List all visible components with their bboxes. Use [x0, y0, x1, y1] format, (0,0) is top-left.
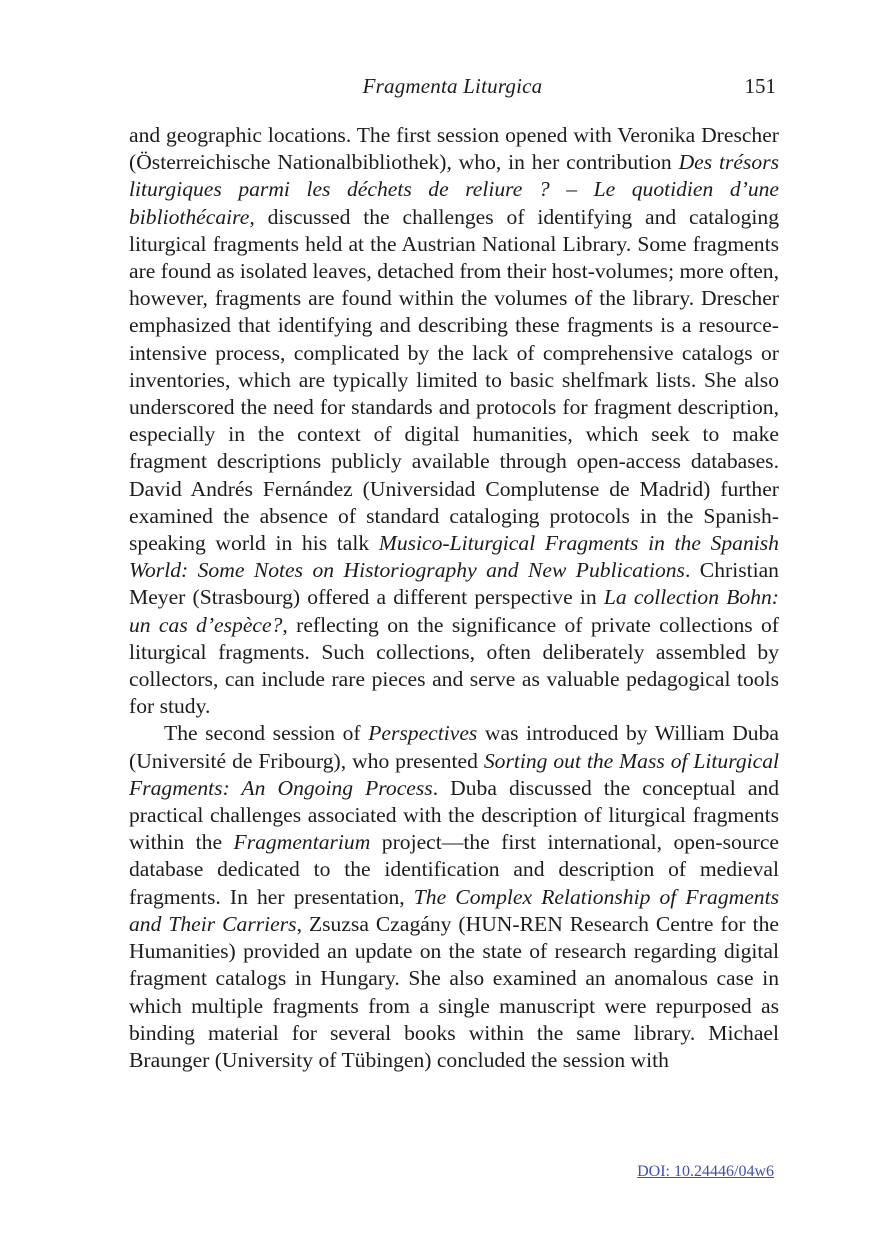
doi-link[interactable]: DOI: 10.24446/04w6	[637, 1163, 774, 1180]
paragraph-1-text-1: and geographic locations. The first session opened with Veronika Drescher (Österreichische Nationalbibliothek), who, in her contribution	[129, 123, 779, 175]
paragraph-1-title-2: Musico-Liturgical Fragments in the Spanish World: Some Notes on Historiography and New Publications	[129, 531, 779, 583]
paragraph-2	[129, 720, 779, 1074]
paragraph-2-text-4: project—the first international, open-source database dedicated to the identification and description of medieval fragments. In her presentation,	[129, 830, 779, 909]
body-text	[129, 122, 779, 1074]
paragraph-1-text-2: discussed the challenges of identifying and cataloging liturgical fragments held at the Austrian National Library. Some fragments are found as isolated leaves, detached from their host-volumes; more often, however, fragments are found within the volumes of the library. Drescher emphasized that identifying and describing these fragments is a resource-intensive process, complicated by the lack of comprehensive catalogs or inventories, which are typically limited to basic shelfmark lists. She also underscored the need for standards and protocols for fragment description, especially in the context of digital humanities, which seek to make fragment descriptions publicly available through open-access databases. David Andrés Fernández (Universidad Complutense de Madrid) further examined the absence of standard cataloging protocols in the Spanish-speaking world in his talk	[129, 204, 779, 556]
paragraph-2-text-2: was introduced by William Duba (Université de Fribourg), who presented	[129, 721, 779, 773]
paragraph-1-text-4: , reflecting on the significance of private collections of liturgical fragments. Such collections, often deliberately assembled by collectors, can include rare pieces and serve as valuable pedagogical tools for study.	[129, 612, 779, 719]
paragraph-2-text-3: . Duba discussed the conceptual and practical challenges associated with the description of liturgical fragments within the	[129, 775, 780, 855]
paragraph-2-text-1: The second session of	[164, 721, 369, 746]
paragraph-2-title-4: The Complex Relationship of Fragments and Their Carriers	[129, 884, 779, 936]
running-title: Fragmenta Liturgica	[362, 74, 543, 98]
paragraph-2-title-3: Fragmentarium	[233, 830, 371, 855]
page-number: 151	[744, 74, 776, 98]
paragraph-2-title-1: Perspectives	[368, 721, 478, 746]
paragraph-1	[129, 122, 779, 720]
paragraph-1-title-3: La collection Bohn: un cas d’espèce?	[129, 585, 779, 637]
paragraph-2-title-2: Sorting out the Mass of Liturgical Fragments: An Ongoing Process	[129, 748, 779, 800]
paragraph-1-text-3: . Christian Meyer (Strasbourg) offered a different perspective in	[129, 558, 779, 610]
paragraph-2-text-5: , Zsuzsa Czagány (HUN-REN Research Centre for the Humanities) provided an update on the state of research regarding digital fragment catalogs in Hungary. She also examined an anomalous case in which multiple fragments from a single manuscript were repurposed as binding material for several books within the same library. Michael Braunger (University of Tübingen) concluded the session with	[129, 911, 779, 1072]
paragraph-1-title-1: Des trésors liturgiques parmi les déchets de reliure ? – Le quotidien d’une bibliothécaire,	[129, 150, 779, 229]
running-header	[129, 72, 776, 102]
